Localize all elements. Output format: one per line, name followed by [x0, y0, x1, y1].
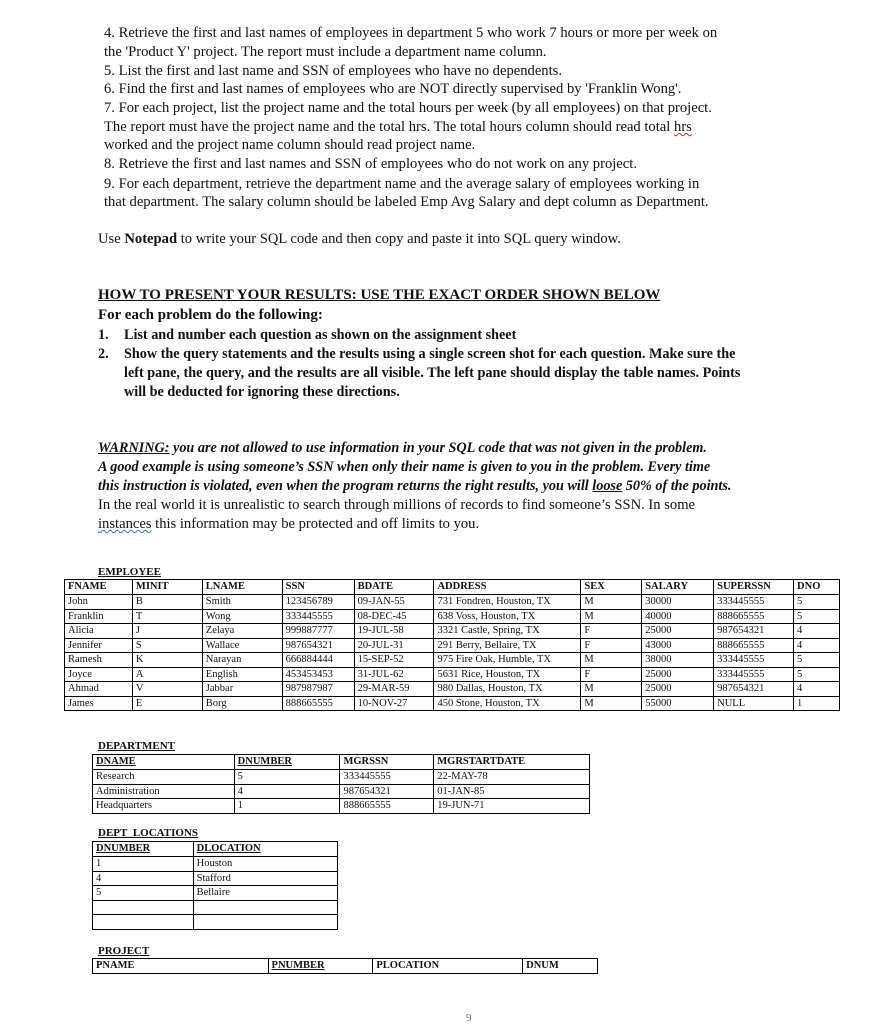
- table-cell: Wong: [202, 609, 282, 624]
- col-address: ADDRESS: [434, 580, 581, 595]
- col-loc-dnumber: DNUMBER: [93, 842, 194, 857]
- table-cell: 3321 Castle, Spring, TX: [434, 624, 581, 639]
- table-cell: 15-SEP-52: [354, 653, 434, 668]
- table-cell: 31-JUL-62: [354, 667, 434, 682]
- table-cell: Administration: [93, 784, 235, 799]
- table-cell: E: [132, 696, 202, 711]
- table-cell: 987654321: [714, 624, 794, 639]
- table-cell: 01-JAN-85: [434, 784, 590, 799]
- table-cell: Headquarters: [93, 799, 235, 814]
- note-bold: Notepad: [124, 231, 178, 247]
- project-label: PROJECT: [98, 945, 150, 957]
- employee-table: [64, 579, 840, 711]
- col-plocation: PLOCATION: [373, 959, 523, 974]
- employee-header-row: [65, 580, 840, 595]
- realworld-line1: In the real world it is unrealistic to search through millions of records to find someone’s SSN. In some: [98, 497, 696, 513]
- instruction-1-text: List and number each question as shown on the assignment sheet: [124, 327, 517, 343]
- question-7-line2: [104, 118, 692, 137]
- table-cell: 975 Fire Oak, Humble, TX: [434, 653, 581, 668]
- table-cell: Ahmad: [65, 682, 133, 697]
- table-row: [93, 871, 338, 886]
- howto-title: HOW TO PRESENT YOUR RESULTS: USE THE EXACT ORDER SHOWN BELOW: [98, 287, 661, 303]
- table-cell: B: [132, 595, 202, 610]
- table-cell: [93, 915, 194, 930]
- table-row: [65, 638, 840, 653]
- table-cell: 40000: [642, 609, 714, 624]
- table-cell: 333445555: [340, 770, 434, 785]
- table-cell: [193, 915, 337, 930]
- realworld-text2: this information may be protected and off limits to you.: [151, 516, 480, 532]
- warning-label: WARNING:: [98, 440, 170, 456]
- table-cell: T: [132, 609, 202, 624]
- table-cell: Zelaya: [202, 624, 282, 639]
- table-cell: Smith: [202, 595, 282, 610]
- table-cell: F: [581, 667, 642, 682]
- table-cell: Ramesh: [65, 653, 133, 668]
- table-cell: 731 Fondren, Houston, TX: [434, 595, 581, 610]
- table-cell: 987654321: [714, 682, 794, 697]
- table-cell: Alicia: [65, 624, 133, 639]
- col-lname: LNAME: [202, 580, 282, 595]
- table-cell: Stafford: [193, 871, 337, 886]
- question-7-line3: worked and the project name column should read project name.: [104, 137, 476, 153]
- instruction-2-line1: Show the query statements and the results using a single screen shot for each question. Make sure the: [124, 346, 736, 362]
- col-dnum: DNUM: [523, 959, 598, 974]
- dept-locations-header-row: [93, 842, 338, 857]
- table-cell: K: [132, 653, 202, 668]
- table-cell: 987987987: [282, 682, 354, 697]
- project-table: [92, 958, 598, 974]
- instruction-2-line2: left pane, the query, and the results are all visible. The left pane should display the table names. Points: [124, 365, 741, 381]
- table-cell: 25000: [642, 624, 714, 639]
- col-mgrssn: MGRSSN: [340, 755, 434, 770]
- col-salary: SALARY: [642, 580, 714, 595]
- table-row: [93, 900, 338, 915]
- warning-line2: A good example is using someone’s SSN when only their name is given to you in the problem. Every time: [98, 459, 711, 475]
- table-cell: 1: [794, 696, 840, 711]
- table-cell: 333445555: [714, 595, 794, 610]
- warning-loose: loose: [592, 478, 623, 494]
- question-4-line1: 4. Retrieve the first and last names of employees in department 5 who work 7 hours or more per week on: [104, 25, 718, 41]
- table-cell: 5: [794, 595, 840, 610]
- employee-label: EMPLOYEE: [98, 566, 161, 578]
- table-cell: 10-NOV-27: [354, 696, 434, 711]
- table-cell: NULL: [714, 696, 794, 711]
- table-cell: 450 Stone, Houston, TX: [434, 696, 581, 711]
- table-cell: 638 Voss, Houston, TX: [434, 609, 581, 624]
- department-label: DEPARTMENT: [98, 740, 176, 752]
- col-dno: DNO: [794, 580, 840, 595]
- table-cell: Narayan: [202, 653, 282, 668]
- question-8: 8. Retrieve the first and last names and SSN of employees who do not work on any project.: [104, 156, 637, 172]
- table-cell: M: [581, 696, 642, 711]
- question-7-line2-text: The report must have the project name and the total hrs. The total hours column should read total: [104, 119, 674, 135]
- table-row: [93, 915, 338, 930]
- table-cell: Joyce: [65, 667, 133, 682]
- department-table: [92, 754, 590, 814]
- table-cell: [93, 900, 194, 915]
- table-cell: 888665555: [714, 638, 794, 653]
- table-cell: English: [202, 667, 282, 682]
- table-cell: 4: [794, 682, 840, 697]
- table-cell: 19-JUN-71: [434, 799, 590, 814]
- table-cell: 980 Dallas, Houston, TX: [434, 682, 581, 697]
- table-cell: M: [581, 609, 642, 624]
- table-cell: 20-JUL-31: [354, 638, 434, 653]
- table-cell: 1: [234, 799, 340, 814]
- table-row: [65, 624, 840, 639]
- table-cell: 55000: [642, 696, 714, 711]
- note-post: to write your SQL code and then copy and paste it into SQL query window.: [177, 231, 621, 247]
- col-sex: SEX: [581, 580, 642, 595]
- table-cell: 333445555: [282, 609, 354, 624]
- table-cell: Wallace: [202, 638, 282, 653]
- question-4-line2: the 'Product Y' project. The report must include a department name column.: [104, 44, 547, 60]
- table-cell: S: [132, 638, 202, 653]
- table-cell: 5: [794, 609, 840, 624]
- table-cell: 4: [234, 784, 340, 799]
- table-cell: James: [65, 696, 133, 711]
- table-cell: F: [581, 638, 642, 653]
- dept-locations-label: DEPT_LOCATIONS: [98, 827, 199, 839]
- table-row: [65, 595, 840, 610]
- table-cell: 888665555: [282, 696, 354, 711]
- table-cell: 1: [93, 857, 194, 872]
- table-cell: 333445555: [714, 667, 794, 682]
- question-9-line1: 9. For each department, retrieve the department name and the average salary of employees working in: [104, 176, 700, 192]
- instruction-2-num: 2.: [98, 346, 109, 362]
- table-row: [65, 667, 840, 682]
- table-cell: John: [65, 595, 133, 610]
- table-cell: 987654321: [340, 784, 434, 799]
- table-cell: M: [581, 682, 642, 697]
- col-dname: DNAME: [93, 755, 235, 770]
- table-row: [65, 653, 840, 668]
- note-pre: Use: [98, 231, 125, 247]
- warning-text1: you are not allowed to use information in your SQL code that was not given in the problem.: [169, 440, 707, 456]
- department-header-row: [93, 755, 590, 770]
- table-cell: 08-DEC-45: [354, 609, 434, 624]
- instruction-1-num: 1.: [98, 327, 109, 343]
- project-header-row: [93, 959, 598, 974]
- warning-text3c: 50% of the points.: [622, 478, 732, 494]
- foreach-heading: For each problem do the following:: [98, 307, 323, 323]
- table-cell: 38000: [642, 653, 714, 668]
- table-cell: 5: [794, 653, 840, 668]
- table-cell: 5: [794, 667, 840, 682]
- table-cell: 22-MAY-78: [434, 770, 590, 785]
- table-cell: 5631 Rice, Houston, TX: [434, 667, 581, 682]
- warning-text3a: this instruction is violated, even when the program returns the right results, you will: [98, 478, 593, 494]
- col-pnumber: PNUMBER: [268, 959, 373, 974]
- col-superssn: SUPERSSN: [714, 580, 794, 595]
- col-ssn: SSN: [282, 580, 354, 595]
- table-cell: J: [132, 624, 202, 639]
- table-row: [93, 784, 590, 799]
- table-cell: 4: [93, 871, 194, 886]
- warning-line1: [98, 439, 707, 458]
- col-minit: MINIT: [132, 580, 202, 595]
- table-cell: 4: [794, 638, 840, 653]
- table-cell: 291 Berry, Bellaire, TX: [434, 638, 581, 653]
- table-cell: 888665555: [714, 609, 794, 624]
- warning-line3: [98, 477, 731, 496]
- question-6: 6. Find the first and last names of employees who are NOT directly supervised by 'Franklin Wong'.: [104, 81, 682, 97]
- table-cell: M: [581, 595, 642, 610]
- table-cell: [193, 900, 337, 915]
- table-row: [93, 799, 590, 814]
- dept-locations-table: [92, 841, 338, 930]
- table-row: [65, 609, 840, 624]
- table-cell: 29-MAR-59: [354, 682, 434, 697]
- notepad-note: [98, 231, 621, 248]
- table-cell: Research: [93, 770, 235, 785]
- table-cell: Borg: [202, 696, 282, 711]
- col-dnumber: DNUMBER: [234, 755, 340, 770]
- realworld-line2: [98, 515, 479, 534]
- table-cell: 4: [794, 624, 840, 639]
- col-pname: PNAME: [93, 959, 269, 974]
- table-cell: Bellaire: [193, 886, 337, 901]
- table-cell: 888665555: [340, 799, 434, 814]
- misspelled-word: hrs: [673, 119, 692, 135]
- page-number: 9: [466, 1012, 472, 1024]
- table-cell: 25000: [642, 682, 714, 697]
- table-cell: 5: [234, 770, 340, 785]
- table-cell: V: [132, 682, 202, 697]
- table-cell: 333445555: [714, 653, 794, 668]
- table-cell: 453453453: [282, 667, 354, 682]
- col-dlocation: DLOCATION: [193, 842, 337, 857]
- table-row: [93, 857, 338, 872]
- table-cell: 25000: [642, 667, 714, 682]
- table-cell: Franklin: [65, 609, 133, 624]
- table-cell: 19-JUL-58: [354, 624, 434, 639]
- table-cell: A: [132, 667, 202, 682]
- table-cell: 43000: [642, 638, 714, 653]
- table-cell: Jabbar: [202, 682, 282, 697]
- table-cell: 123456789: [282, 595, 354, 610]
- table-cell: 999887777: [282, 624, 354, 639]
- table-cell: Jennifer: [65, 638, 133, 653]
- realworld-instances: instances: [98, 516, 152, 532]
- col-mgrstartdate: MGRSTARTDATE: [434, 755, 590, 770]
- question-5: 5. List the first and last name and SSN of employees who have no dependents.: [104, 63, 562, 79]
- table-row: [93, 886, 338, 901]
- table-cell: M: [581, 653, 642, 668]
- table-cell: F: [581, 624, 642, 639]
- question-7-line1: 7. For each project, list the project name and the total hours per week (by all employees) on that project.: [104, 100, 712, 116]
- question-9-line2: that department. The salary column should be labeled Emp Avg Salary and dept column as Department.: [104, 194, 709, 210]
- table-cell: Houston: [193, 857, 337, 872]
- col-fname: FNAME: [65, 580, 133, 595]
- table-cell: 30000: [642, 595, 714, 610]
- instruction-2-line3: will be deducted for ignoring these directions.: [124, 384, 400, 400]
- table-row: [65, 682, 840, 697]
- table-cell: 09-JAN-55: [354, 595, 434, 610]
- table-cell: 666884444: [282, 653, 354, 668]
- table-row: [65, 696, 840, 711]
- table-cell: 5: [93, 886, 194, 901]
- table-row: [93, 770, 590, 785]
- table-cell: 987654321: [282, 638, 354, 653]
- col-bdate: BDATE: [354, 580, 434, 595]
